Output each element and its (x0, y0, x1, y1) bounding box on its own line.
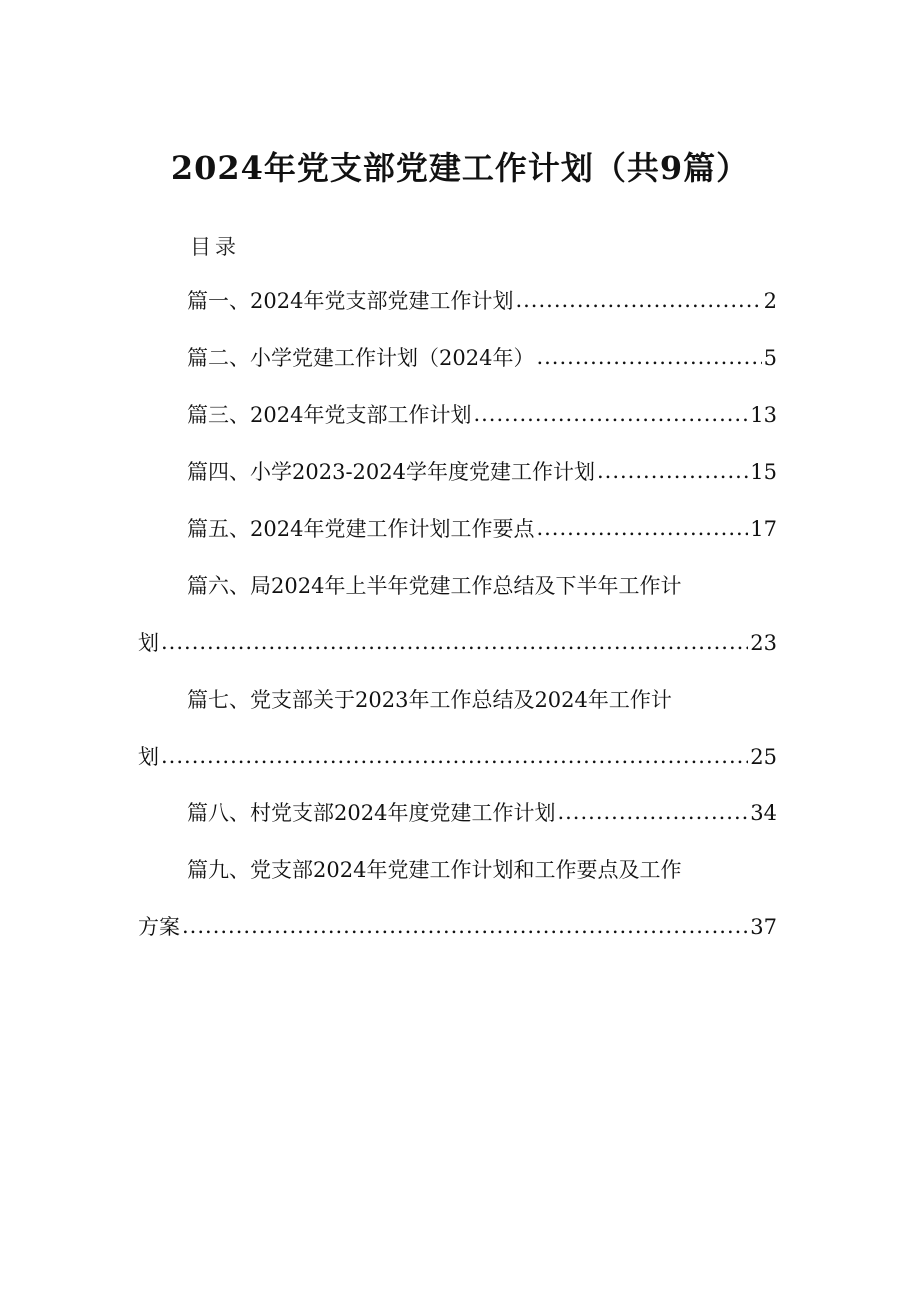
toc-entry-3[interactable] (187, 400, 777, 430)
toc-leader-dots (597, 456, 748, 486)
toc-leader-dots (515, 285, 761, 315)
toc-entry-label: 篇四、小学2023-2024学年度党建工作计划 (187, 460, 595, 484)
toc-leader-dots (182, 911, 748, 941)
toc-entry-6-line1[interactable]: 篇六、局2024年上半年党建工作总结及下半年工作计 (187, 574, 682, 598)
toc-entry-label: 方案 (138, 915, 180, 939)
toc-page-number: 5 (763, 346, 777, 370)
toc-entry-7-line2[interactable] (138, 742, 777, 772)
toc-leader-dots (161, 741, 748, 771)
toc-entry-label: 篇五、2024年党建工作计划工作要点 (187, 517, 535, 541)
toc-entry-label: 篇二、小学党建工作计划（2024年） (187, 346, 535, 370)
toc-leader-dots (536, 513, 748, 543)
toc-heading: 目录 (190, 235, 240, 259)
toc-entry-1[interactable] (187, 286, 777, 316)
toc-entry-8[interactable] (187, 798, 777, 828)
toc-page-number: 25 (750, 745, 777, 769)
toc-leader-dots (557, 797, 748, 827)
toc-leader-dots (473, 399, 748, 429)
toc-entry-2[interactable] (187, 343, 777, 373)
toc-page-number: 15 (750, 460, 777, 484)
toc-entry-label: 划 (138, 745, 159, 769)
toc-page-number: 34 (750, 801, 777, 825)
toc-entry-9-line2[interactable] (138, 912, 777, 942)
toc-entry-label: 划 (138, 631, 159, 655)
document-title: 2024年党支部党建工作计划（共9篇） (170, 149, 750, 187)
toc-entry-9-line1[interactable]: 篇九、党支部2024年党建工作计划和工作要点及工作 (187, 858, 682, 882)
toc-leader-dots (536, 342, 761, 372)
toc-page-number: 2 (763, 289, 777, 313)
toc-entry-label: 篇三、2024年党支部工作计划 (187, 403, 472, 427)
toc-entry-label: 篇八、村党支部2024年度党建工作计划 (187, 801, 556, 825)
toc-entry-6-line2[interactable] (138, 628, 777, 658)
toc-entry-5[interactable] (187, 514, 777, 544)
toc-entry-label: 篇一、2024年党支部党建工作计划 (187, 289, 514, 313)
toc-entry-7-line1[interactable]: 篇七、党支部关于2023年工作总结及2024年工作计 (187, 688, 672, 712)
toc-entry-4[interactable] (187, 457, 777, 487)
toc-page-number: 13 (750, 403, 777, 427)
toc-page-number: 17 (750, 517, 777, 541)
toc-leader-dots (161, 627, 748, 657)
toc-page-number: 23 (750, 631, 777, 655)
toc-page-number: 37 (750, 915, 777, 939)
